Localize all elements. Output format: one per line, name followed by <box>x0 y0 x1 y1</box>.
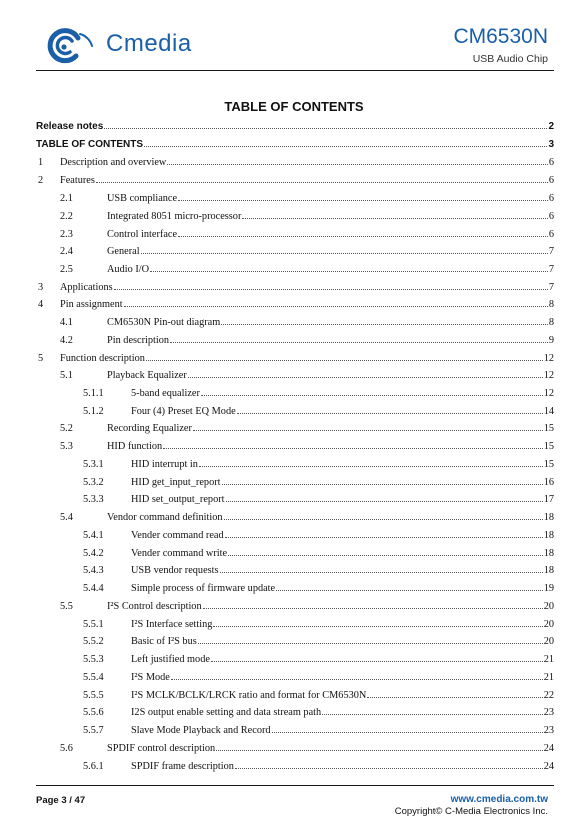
toc-entry-page: 19 <box>543 583 554 594</box>
toc-entry[interactable] <box>36 134 554 150</box>
toc-entry-page: 6 <box>548 157 554 168</box>
toc-leader-dots <box>201 394 543 396</box>
toc-leader-dots <box>367 696 542 698</box>
toc-entry[interactable] <box>36 116 554 132</box>
toc-entry-page: 23 <box>543 725 554 736</box>
toc-entry-title: HID get_input_report <box>131 477 221 488</box>
toc-entry-number: 5.3.1 <box>83 459 104 470</box>
toc-leader-dots <box>272 731 543 733</box>
toc-leader-dots <box>144 145 547 147</box>
toc-entry-page: 7 <box>548 246 554 257</box>
toc-entry-page: 7 <box>548 264 554 275</box>
toc-entry-page: 18 <box>543 548 554 559</box>
toc-leader-dots <box>276 589 543 591</box>
toc-entry[interactable] <box>36 720 554 736</box>
toc-entry-title: SPDIF control description <box>107 743 216 754</box>
toc-entry-page: 22 <box>543 690 554 701</box>
toc-entry-number: 5.5.7 <box>83 725 104 736</box>
toc-entry-number: 5.3 <box>60 441 73 452</box>
toc-entry[interactable] <box>36 188 554 204</box>
toc-entry-title: Left justified mode <box>131 654 210 665</box>
toc-entry[interactable] <box>36 543 554 559</box>
copyright-notice: Copyright© C-Media Electronics Inc. <box>394 806 548 817</box>
toc-entry-number: 5.5.6 <box>83 707 104 718</box>
toc-entry-page: 14 <box>543 406 554 417</box>
toc-entry-title: USB vendor requests <box>131 565 219 576</box>
toc-leader-dots <box>224 518 543 520</box>
toc-entry-title: General <box>107 246 140 257</box>
toc-entry-title: SPDIF frame description <box>131 761 234 772</box>
toc-entry-title: Vender command write <box>131 548 228 559</box>
toc-leader-dots <box>141 252 548 254</box>
toc-entry-title: I²S Interface setting <box>131 619 213 630</box>
toc-entry-number: 5.2 <box>60 423 73 434</box>
toc-entry[interactable] <box>36 756 554 772</box>
page-number: Page 3 / 47 <box>36 795 86 806</box>
toc-leader-dots <box>222 483 543 485</box>
toc-leader-dots <box>242 217 547 219</box>
toc-entry-number: 2.4 <box>60 246 73 257</box>
toc-leader-dots <box>235 767 543 769</box>
toc-entry-number: 2.3 <box>60 229 73 240</box>
toc-entry-page: 2 <box>548 121 554 132</box>
toc-entry[interactable] <box>36 383 554 399</box>
toc-entry-page: 9 <box>548 335 554 346</box>
toc-entry-number: 5.5.1 <box>83 619 104 630</box>
toc-entry-title: I²S Mode <box>131 672 170 683</box>
toc-entry[interactable] <box>36 596 554 612</box>
toc-entry-title: I2S output enable setting and data stream path <box>131 707 322 718</box>
toc-leader-dots <box>228 554 543 556</box>
toc-entry-title: Simple process of firmware update <box>131 583 276 594</box>
toc-entry-number: 5.5 <box>60 601 73 612</box>
toc-entry[interactable] <box>36 507 554 523</box>
toc-entry-number: 5.5.4 <box>83 672 104 683</box>
toc-entry-title: Vendor command definition <box>107 512 223 523</box>
toc-entry-number: 5 <box>38 353 44 364</box>
toc-leader-dots <box>221 323 548 325</box>
toc-entry-title: Applications <box>60 282 113 293</box>
toc-leader-dots <box>199 465 543 467</box>
toc-entry-title: Audio I/O <box>107 264 150 275</box>
toc-entry-title: 5-band equalizer <box>131 388 200 399</box>
toc-entry[interactable] <box>36 667 554 683</box>
toc-entry-title: Basic of I²S bus <box>131 636 197 647</box>
toc-entry-page: 12 <box>543 388 554 399</box>
toc-entry-page: 20 <box>543 636 554 647</box>
toc-entry-number: 4.1 <box>60 317 73 328</box>
toc-entry-page: 15 <box>543 459 554 470</box>
toc-entry-title: HID function <box>107 441 163 452</box>
toc-entry-number: 5.4.1 <box>83 530 104 541</box>
toc-entry-title: I²S Control description <box>107 601 202 612</box>
toc-entry-number: 4 <box>38 299 44 310</box>
toc-entry[interactable] <box>36 418 554 434</box>
toc-entry[interactable] <box>36 578 554 594</box>
toc-entry-number: 5.4.3 <box>83 565 104 576</box>
toc-entry-number: 5.1.2 <box>83 406 104 417</box>
toc-entry-title: HID interrupt in <box>131 459 198 470</box>
toc-entry-page: 18 <box>543 530 554 541</box>
toc-entry-page: 18 <box>543 512 554 523</box>
toc-entry-number: 5.3.2 <box>83 477 104 488</box>
toc-leader-dots <box>124 305 548 307</box>
toc-entry-page: 20 <box>543 619 554 630</box>
toc-entry-page: 15 <box>543 423 554 434</box>
toc-entry[interactable] <box>36 649 554 665</box>
toc-entry[interactable] <box>36 224 554 240</box>
toc-leader-dots <box>114 288 548 290</box>
toc-entry-page: 18 <box>543 565 554 576</box>
product-subtitle: USB Audio Chip <box>472 53 548 65</box>
toc-entry-number: 5.3.3 <box>83 494 104 505</box>
toc-entry-page: 6 <box>548 211 554 222</box>
toc-leader-dots <box>178 199 548 201</box>
toc-entry-title: Pin description <box>107 335 170 346</box>
toc-entry[interactable] <box>36 152 554 168</box>
toc-entry-number: 5.4.2 <box>83 548 104 559</box>
toc-leader-dots <box>226 500 543 502</box>
toc-heading: TABLE OF CONTENTS <box>224 99 364 114</box>
toc-entry-page: 6 <box>548 175 554 186</box>
toc-entry-page: 24 <box>543 743 554 754</box>
toc-entry-page: 20 <box>543 601 554 612</box>
toc-entry-title: Control interface <box>107 229 178 240</box>
toc-entry[interactable] <box>36 312 554 328</box>
toc-leader-dots <box>104 127 547 129</box>
toc-leader-dots <box>225 536 543 538</box>
toc-entry[interactable] <box>36 738 554 754</box>
toc-entry[interactable] <box>36 259 554 275</box>
toc-leader-dots <box>167 163 547 165</box>
toc-entry-title: TABLE OF CONTENTS <box>36 139 144 150</box>
toc-entry-page: 3 <box>548 139 554 150</box>
toc-entry-page: 8 <box>548 299 554 310</box>
brand-name: Cmedia <box>106 30 192 57</box>
toc-leader-dots <box>198 642 543 644</box>
toc-entry-title: CM6530N Pin-out diagram <box>107 317 221 328</box>
toc-entry[interactable] <box>36 685 554 701</box>
toc-entry-number: 5.1 <box>60 370 73 381</box>
toc-entry[interactable] <box>36 330 554 346</box>
product-title: CM6530N <box>453 25 548 48</box>
toc-entry-number: 5.4 <box>60 512 73 523</box>
toc-entry[interactable] <box>36 277 554 293</box>
toc-entry[interactable] <box>36 436 554 452</box>
toc-entry[interactable] <box>36 702 554 718</box>
toc-entry-title: Four (4) Preset EQ Mode <box>131 406 236 417</box>
toc-entry-number: 2 <box>38 175 44 186</box>
website-link[interactable]: www.cmedia.com.tw <box>450 794 548 805</box>
toc-entry-title: Description and overview <box>60 157 167 168</box>
toc-entry-title: Features <box>60 175 95 186</box>
toc-entry-page: 12 <box>543 370 554 381</box>
toc-leader-dots <box>178 235 548 237</box>
toc-entry-page: 23 <box>543 707 554 718</box>
toc-entry-title: Vender command read <box>131 530 224 541</box>
toc-entry-title: Recording Equalizer <box>107 423 192 434</box>
toc-entry[interactable] <box>36 489 554 505</box>
toc-entry[interactable] <box>36 525 554 541</box>
toc-leader-dots <box>237 412 543 414</box>
toc-entry-title: Playback Equalizer <box>107 370 187 381</box>
toc-entry-number: 5.5.3 <box>83 654 104 665</box>
toc-entry-page: 8 <box>548 317 554 328</box>
header-divider <box>36 70 554 71</box>
toc-entry-title: Integrated 8051 micro-processor <box>107 211 242 222</box>
toc-entry-title: Pin assignment <box>60 299 123 310</box>
toc-entry-page: 17 <box>543 494 554 505</box>
toc-leader-dots <box>163 447 543 449</box>
toc-entry-title: I²S MCLK/BCLK/LRCK ratio and format for CM6530N <box>131 690 367 701</box>
toc-entry-page: 16 <box>543 477 554 488</box>
toc-entry[interactable] <box>36 454 554 470</box>
toc-entry[interactable] <box>36 206 554 222</box>
toc-entry-title: Release notes <box>36 121 104 132</box>
toc-entry[interactable] <box>36 401 554 417</box>
toc-leader-dots <box>188 376 543 378</box>
toc-entry-page: 15 <box>543 441 554 452</box>
toc-entry-page: 21 <box>543 672 554 683</box>
toc-entry-title: HID set_output_report <box>131 494 225 505</box>
toc-leader-dots <box>193 429 543 431</box>
toc-entry-page: 7 <box>548 282 554 293</box>
toc-entry[interactable] <box>36 365 554 381</box>
footer-divider <box>36 785 554 786</box>
toc-entry-page: 24 <box>543 761 554 772</box>
toc-entry-number: 5.5.2 <box>83 636 104 647</box>
toc-entry-number: 5.6 <box>60 743 73 754</box>
toc-entry[interactable] <box>36 294 554 310</box>
toc-entry[interactable] <box>36 472 554 488</box>
toc-entry-number: 4.2 <box>60 335 73 346</box>
toc-leader-dots <box>96 181 548 183</box>
toc-entry-title: USB compliance <box>107 193 178 204</box>
toc-leader-dots <box>146 359 543 361</box>
toc-leader-dots <box>216 749 543 751</box>
toc-entry-number: 2.2 <box>60 211 73 222</box>
toc-entry-number: 5.5.5 <box>83 690 104 701</box>
toc-entry[interactable] <box>36 348 554 364</box>
toc-entry-number: 5.1.1 <box>83 388 104 399</box>
toc-entry-title: Slave Mode Playback and Record <box>131 725 271 736</box>
toc-entry-number: 2.1 <box>60 193 73 204</box>
toc-entry-number: 5.6.1 <box>83 761 104 772</box>
toc-leader-dots <box>203 607 543 609</box>
toc-entry[interactable] <box>36 631 554 647</box>
toc-entry[interactable] <box>36 170 554 186</box>
toc-leader-dots <box>322 713 543 715</box>
toc-entry-number: 2.5 <box>60 264 73 275</box>
toc-leader-dots <box>213 625 542 627</box>
toc-entry[interactable] <box>36 614 554 630</box>
toc-entry[interactable] <box>36 560 554 576</box>
toc-entry-page: 6 <box>548 193 554 204</box>
toc-entry-page: 21 <box>543 654 554 665</box>
toc-leader-dots <box>171 678 543 680</box>
toc-entry-page: 12 <box>543 353 554 364</box>
toc-entry-number: 1 <box>38 157 44 168</box>
toc-entry-number: 3 <box>38 282 44 293</box>
toc-leader-dots <box>220 571 543 573</box>
toc-entry-title: Function description <box>60 353 145 364</box>
toc-entry-number: 5.4.4 <box>83 583 104 594</box>
toc-leader-dots <box>150 270 548 272</box>
toc-leader-dots <box>170 341 548 343</box>
toc-entry-page: 6 <box>548 229 554 240</box>
toc-entry[interactable] <box>36 241 554 257</box>
toc-leader-dots <box>211 660 543 662</box>
